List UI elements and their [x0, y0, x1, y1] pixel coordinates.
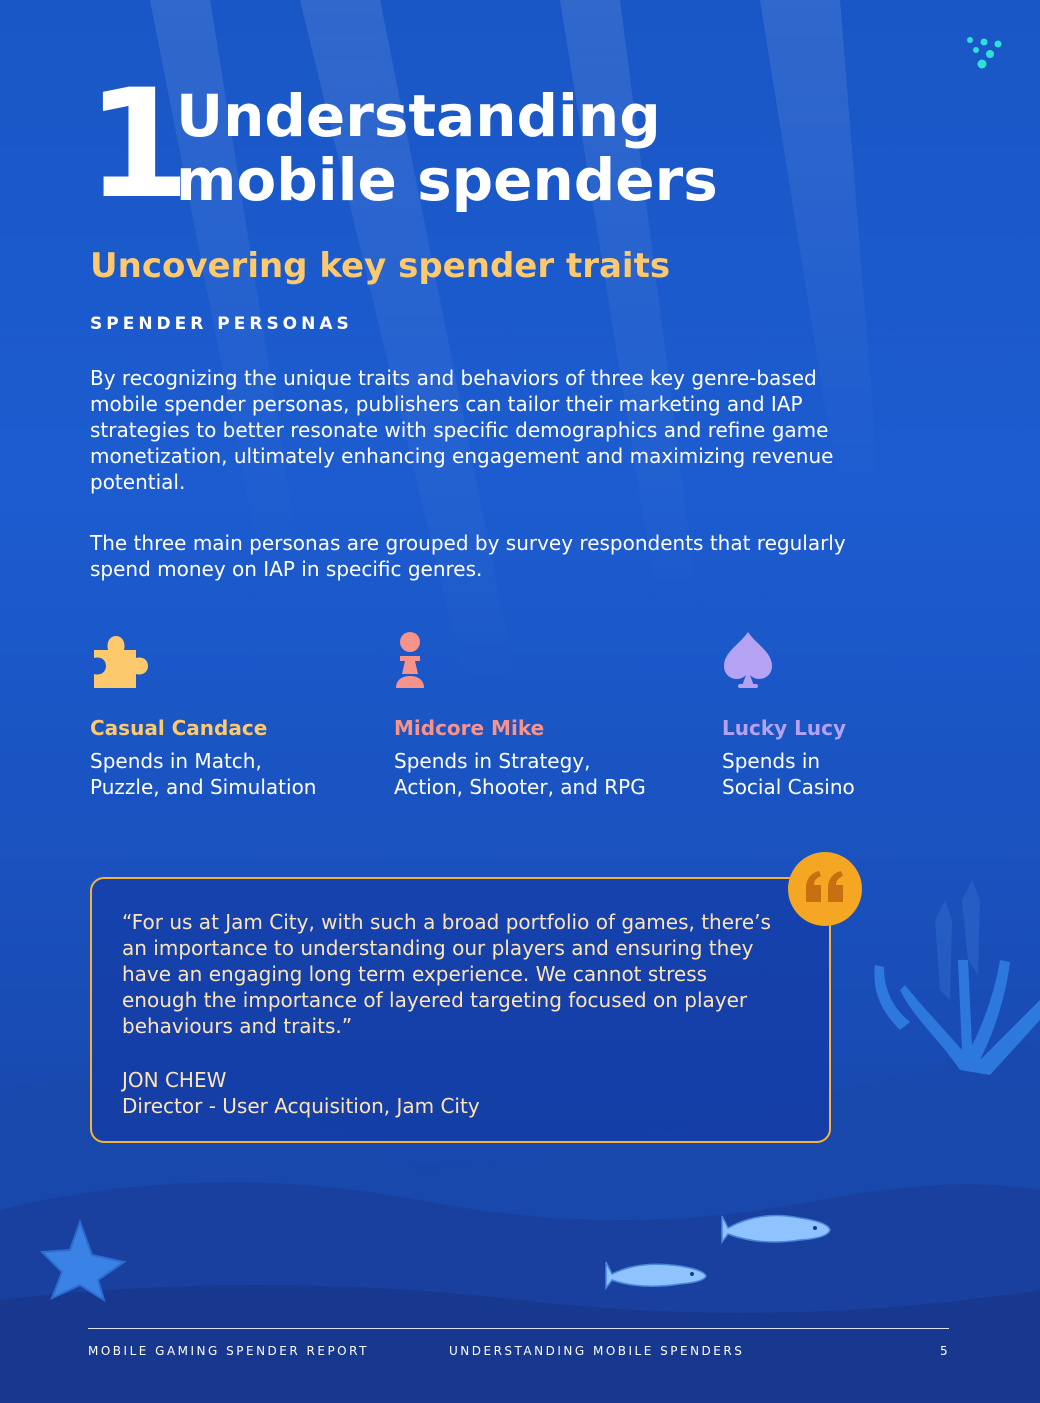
persona-midcore-mike	[394, 628, 646, 799]
footer-divider	[88, 1328, 949, 1329]
spade-icon	[722, 628, 786, 692]
testimonial-quote-box	[90, 877, 831, 1143]
quote-author-role: Director - User Acquisition, Jam City	[122, 1094, 480, 1118]
chess-pawn-icon	[394, 628, 458, 692]
persona-name: Lucky Lucy	[722, 716, 847, 740]
title-line-1: Understanding	[176, 82, 661, 150]
title-line-2: mobile spenders	[176, 146, 718, 214]
persona-name: Midcore Mike	[394, 716, 545, 740]
brand-logo-icon	[962, 34, 1010, 74]
puzzle-piece-icon	[90, 628, 154, 692]
persona-description: Spends in Match, Puzzle, and Simulation	[90, 749, 317, 799]
intro-paragraph: By recognizing the unique traits and behaviors of three key genre-based mobile spender personas, publishers can tailor their marketing and IAP strategies to better resonate with specific demographics and refine game monetization, ultimately enhancing engagement and maximizing revenue potential.	[90, 366, 834, 494]
footer-section-title: UNDERSTANDING MOBILE SPENDERS	[449, 1344, 745, 1358]
persona-name: Casual Candace	[90, 716, 268, 740]
section-eyebrow: SPENDER PERSONAS	[90, 314, 353, 334]
page-number: 5	[940, 1344, 948, 1358]
persona-lucky-lucy	[722, 628, 855, 799]
section-subtitle: Uncovering key spender traits	[90, 246, 671, 286]
quote-text: “For us at Jam City, with such a broad portfolio of games, there’s an importance to understanding our players and ensuring they have an engaging long term experience. We cannot stress enough the importance of layered targeting focused on player behaviours and traits.”	[122, 910, 771, 1038]
persona-description: Spends in Strategy, Action, Shooter, and RPG	[394, 749, 646, 799]
persona-description: Spends in Social Casino	[722, 749, 855, 799]
quote-author: JON CHEW	[122, 1068, 227, 1092]
personas-paragraph: The three main personas are grouped by survey respondents that regularly spend money on IAP in specific genres.	[90, 531, 846, 581]
footer-report-title: MOBILE GAMING SPENDER REPORT	[88, 1344, 369, 1358]
quote-mark-icon	[786, 850, 864, 928]
persona-casual-candace	[90, 628, 317, 799]
chapter-number: 1	[86, 58, 185, 232]
page-title	[176, 84, 718, 212]
